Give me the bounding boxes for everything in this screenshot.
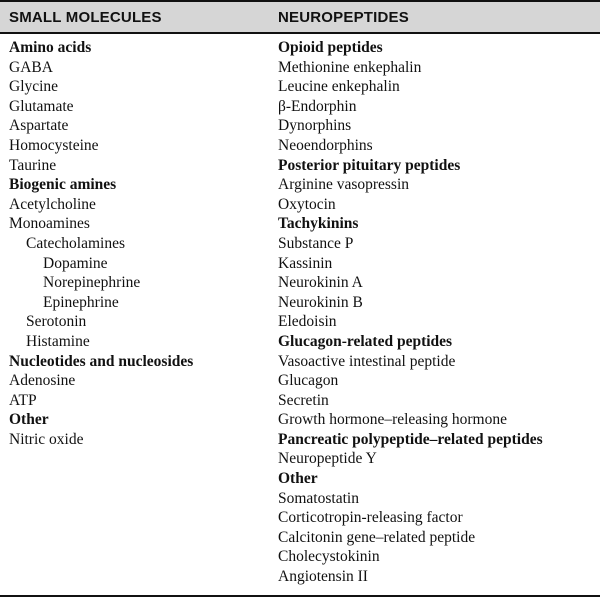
column-header-neuropeptides: NEUROPEPTIDES <box>278 9 409 26</box>
small-molecule-category-heading: Biogenic amines <box>9 176 117 194</box>
small-molecule-category-heading: Other <box>9 411 49 429</box>
neuropeptide-category-heading: Pancreatic polypeptide–related peptides <box>278 430 543 448</box>
neuropeptide-item: Calcitonin gene–related peptide <box>278 528 476 546</box>
small-molecule-item: Glycine <box>9 78 59 96</box>
small-molecule-item: Epinephrine <box>43 293 119 311</box>
small-molecule-item: Taurine <box>9 156 57 174</box>
small-molecule-item: Glutamate <box>9 97 74 115</box>
neuropeptide-item: Cholecystokinin <box>278 548 380 566</box>
table-header-row <box>0 2 600 32</box>
small-molecule-category-heading: Amino acids <box>9 39 92 56</box>
neuropeptide-item: Neurokinin B <box>278 293 363 311</box>
small-molecule-item: Homocysteine <box>9 136 99 154</box>
neuropeptide-item: Growth hormone–releasing hormone <box>278 411 507 429</box>
neuropeptide-item: Neuropeptide Y <box>278 450 377 468</box>
small-molecules-column <box>9 38 193 449</box>
neuropeptide-category-heading: Glucagon-related peptides <box>278 332 453 350</box>
small-molecule-item: Nitric oxide <box>9 430 84 448</box>
neuropeptide-item: Somatostatin <box>278 489 359 507</box>
neuropeptide-item: Secretin <box>278 391 329 409</box>
neuropeptide-item: Oxytocin <box>278 195 336 213</box>
neuropeptide-item: Leucine enkephalin <box>278 78 400 96</box>
small-molecule-item: GABA <box>9 58 53 76</box>
table-bottom-rule <box>0 595 600 597</box>
neuropeptide-item: Kassinin <box>278 254 333 272</box>
small-molecule-item: Histamine <box>26 332 90 350</box>
neuropeptide-item: Methionine enkephalin <box>278 58 422 76</box>
neuropeptide-category-heading: Other <box>278 470 318 488</box>
column-header-small-molecules: SMALL MOLECULES <box>9 9 162 26</box>
small-molecule-category-heading: Nucleotides and nucleosides <box>9 352 194 370</box>
small-molecule-item: Catecholamines <box>26 234 125 252</box>
neuropeptide-item: Substance P <box>278 234 354 252</box>
neuropeptide-item: Glucagon <box>278 372 339 390</box>
small-molecule-item: Aspartate <box>9 117 69 135</box>
small-molecule-item: Norepinephrine <box>43 274 141 292</box>
neuropeptide-category-heading: Opioid peptides <box>278 39 383 56</box>
small-molecule-item: Dopamine <box>43 254 108 272</box>
neuropeptide-item: Neoendorphins <box>278 136 373 154</box>
neuropeptide-item: β-Endorphin <box>278 97 357 115</box>
neuropeptide-item: Eledoisin <box>278 313 337 331</box>
neuropeptide-item: Dynorphins <box>278 117 352 135</box>
neuropeptides-column <box>278 38 543 587</box>
neuropeptide-item: Corticotropin-releasing factor <box>278 509 463 527</box>
table-header-rule <box>0 32 600 34</box>
small-molecule-item: Adenosine <box>9 372 76 390</box>
neuropeptide-category-heading: Posterior pituitary peptides <box>278 156 461 174</box>
neuropeptide-item: Neurokinin A <box>278 274 363 292</box>
neuropeptide-category-heading: Tachykinins <box>278 215 359 233</box>
small-molecule-item: Acetylcholine <box>9 195 96 213</box>
small-molecule-item: ATP <box>9 391 37 409</box>
small-molecule-item: Serotonin <box>26 313 87 331</box>
small-molecule-item: Monoamines <box>9 215 90 233</box>
neuropeptide-item: Arginine vasopressin <box>278 176 410 194</box>
neuropeptide-item: Angiotensin II <box>278 568 368 586</box>
neuropeptide-item: Vasoactive intestinal peptide <box>278 352 456 370</box>
